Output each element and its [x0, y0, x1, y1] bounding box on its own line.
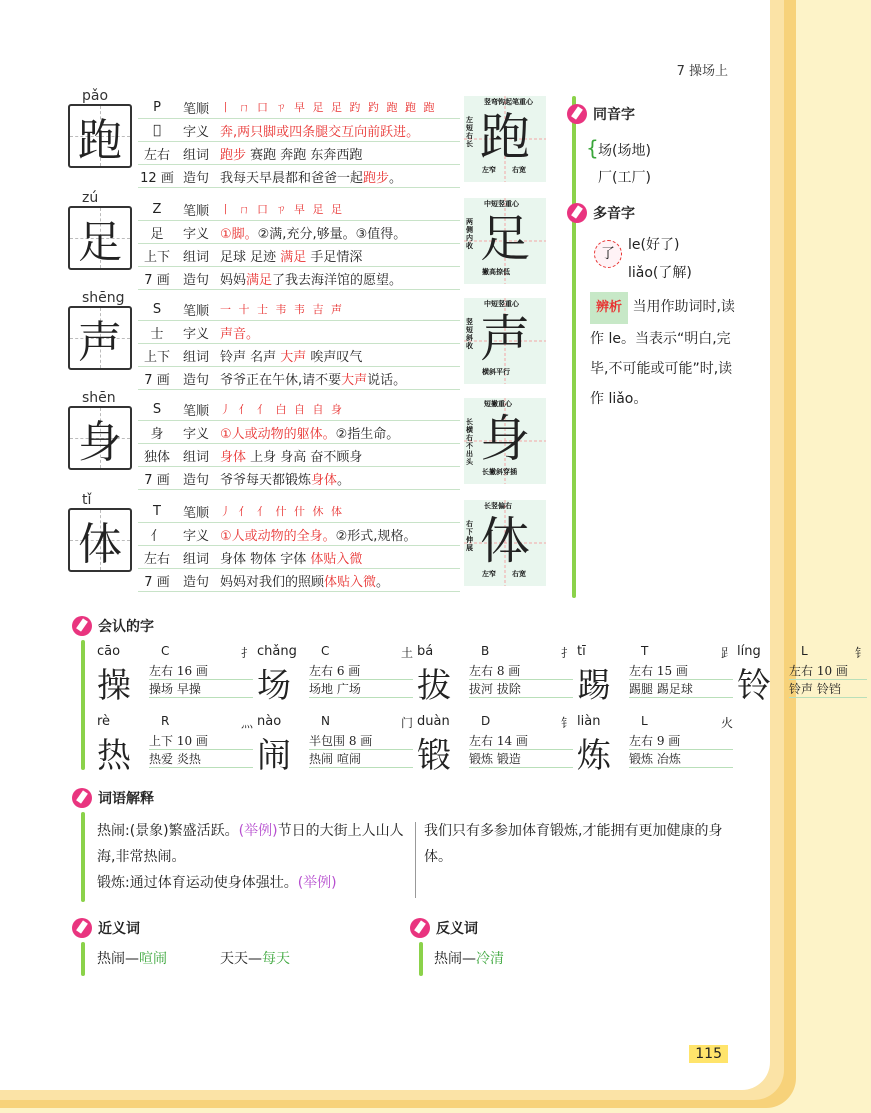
homophone-1: 场(场地) — [598, 143, 651, 159]
analysis-label: 辨析 — [590, 292, 628, 324]
card-pinyin: shēng — [82, 290, 125, 306]
pencil-icon — [72, 616, 92, 636]
writing-hint: 右宽 — [512, 570, 526, 578]
card-row: 7 画 造句 妈妈对我们的照顾体贴入微。 — [138, 569, 460, 592]
writing-hint: 左短右长 — [466, 116, 473, 148]
known-bar — [81, 640, 85, 770]
card-row: 亻 字义 ①人或动物的全身。②形式,规格。 — [138, 523, 460, 546]
card-row: Z 笔顺 丨 ㄇ 口 ㄗ 早 足 足 — [138, 198, 460, 221]
writing-hint: 长横右不出头 — [466, 418, 473, 466]
writing-char: 跑 — [480, 108, 530, 166]
homophone-title: 同音字 — [567, 104, 635, 124]
card-rows — [138, 96, 460, 188]
writing-char: 体 — [480, 512, 530, 570]
words-bar — [81, 812, 85, 902]
known-char: bá 拔 B 扌 左右 8 画 拔河 拔除 — [417, 644, 573, 706]
side-divider — [572, 96, 576, 598]
word-explanation-left — [97, 818, 411, 896]
writing-char: 身 — [480, 410, 530, 468]
poly-char: 了 — [594, 240, 622, 268]
pencil-icon — [72, 918, 92, 938]
card-row: 12 画 造句 我每天早晨都和爸爸一起跑步。 — [138, 165, 460, 188]
card-char: 跑 — [68, 104, 132, 168]
writing-hint: 中短竖重心 — [484, 200, 519, 208]
writing-box — [464, 96, 546, 182]
writing-box — [464, 398, 546, 484]
writing-char: 声 — [480, 310, 530, 368]
chapter-title: 7 操场上 — [676, 64, 728, 79]
card-char: 足 — [68, 206, 132, 270]
antonym-1: 热闹—冷清 — [434, 951, 504, 967]
writing-hint: 横斜平行 — [482, 368, 510, 376]
card-rows — [138, 500, 460, 592]
known-title: 会认的字 — [72, 616, 154, 636]
expl-2: 锻炼:通过体育运动使身体强壮。 — [97, 875, 298, 891]
card-rows — [138, 298, 460, 390]
char-card — [68, 290, 550, 398]
card-row: 左右 组词 跑步 赛跑 奔跑 东奔西跑 — [138, 142, 460, 165]
writing-hint: 左窄 — [482, 570, 496, 578]
known-char: chǎng 场 C 土 左右 6 画 场地 广场 — [257, 644, 413, 706]
card-pinyin: pǎo — [82, 88, 109, 104]
writing-hint: 竖弯钩起笔重心 — [484, 98, 533, 106]
synonym-title: 近义词 — [72, 918, 140, 938]
writing-hint: 长撇斜穿插 — [482, 468, 517, 476]
known-char: líng 铃 L 钅 左右 10 画 铃声 铃铛 — [737, 644, 867, 706]
card-row: 7 画 造句 爷爷正在午休,请不要大声说话。 — [138, 367, 460, 390]
known-char: nào 闹 N 门 半包围 8 画 热闹 喧闹 — [257, 714, 413, 776]
card-row: 士 字义 声音。 — [138, 321, 460, 344]
card-row: 上下 组词 铃声 名声 大声 唉声叹气 — [138, 344, 460, 367]
polyphone-title: 多音字 — [567, 203, 635, 223]
writing-hint: 竖短斜收 — [466, 318, 473, 350]
char-card — [68, 492, 550, 600]
page-number: 115 — [689, 1045, 728, 1063]
poly-reading-2: liǎo(了解) — [628, 265, 692, 281]
card-row: 上下 组词 足球 足迹 满足 手足情深 — [138, 244, 460, 267]
card-row: 7 画 造句 妈妈满足了我去海洋馆的愿望。 — [138, 267, 460, 290]
analysis-text: 当用作助词时,读作 le。当表示“明白,完毕,不可能或可能”时,读作 liǎo。 — [590, 299, 735, 407]
card-pinyin: tǐ — [82, 492, 92, 508]
card-char: 声 — [68, 306, 132, 370]
writing-char: 足 — [480, 210, 530, 268]
writing-hint: 右宽 — [512, 166, 526, 174]
known-char: liàn 炼 L 火 左右 9 画 锻炼 冶炼 — [577, 714, 733, 776]
writing-hint: 中短竖重心 — [484, 300, 519, 308]
synonym-1: 热闹—喧闹 — [97, 951, 167, 967]
writing-box — [464, 500, 546, 586]
analysis — [590, 292, 738, 414]
pencil-icon — [72, 788, 92, 808]
homophone-2: 厂(工厂) — [598, 170, 651, 186]
synonym-2: 天天—每天 — [220, 951, 290, 967]
pencil-icon — [410, 918, 430, 938]
writing-box — [464, 198, 546, 284]
words-title: 词语解释 — [72, 788, 154, 808]
pencil-icon — [567, 203, 587, 223]
known-char: rè 热 R 灬 上下 10 画 热爱 炎热 — [97, 714, 253, 776]
known-char: tī 踢 T 𧾷 左右 15 画 踢腿 踢足球 — [577, 644, 733, 706]
card-row: 左右 组词 身体 物体 字体 体贴入微 — [138, 546, 460, 569]
example-2: (举例) — [297, 875, 337, 891]
card-pinyin: zú — [82, 190, 99, 206]
writing-hint: 撇高捺低 — [482, 268, 510, 276]
card-row: 足 字义 ①脚。②满,充分,够量。③值得。 — [138, 221, 460, 244]
known-char: duàn 锻 D 钅 左右 14 画 锻炼 锻造 — [417, 714, 573, 776]
writing-hint: 短撇重心 — [484, 400, 512, 408]
card-char: 身 — [68, 406, 132, 470]
card-row: 𠯁 字义 奔,两只脚或四条腿交互向前跃进。 — [138, 119, 460, 142]
writing-hint: 左窄 — [482, 166, 496, 174]
card-pinyin: shēn — [82, 390, 116, 406]
expl-1: 热闹:(景象)繁盛活跃。 — [97, 823, 239, 839]
example-1: (举例) — [238, 823, 278, 839]
writing-hint: 两侧内收 — [466, 218, 473, 250]
brace: { — [586, 136, 599, 160]
writing-hint: 右下伸展 — [466, 520, 473, 552]
card-rows — [138, 198, 460, 290]
card-row: T 笔顺 丿 亻 亻 什 什 休 体 — [138, 500, 460, 523]
card-row: 独体 组词 身体 上身 身高 奋不顾身 — [138, 444, 460, 467]
writing-hint: 长竖偏右 — [484, 502, 512, 510]
expl-1b: 节日的大街上人山人海,非常热闹。 — [97, 823, 404, 865]
char-card — [68, 190, 550, 298]
pencil-icon — [567, 104, 587, 124]
card-row: 7 画 造句 爷爷每天都锻炼身体。 — [138, 467, 460, 490]
ant-bar — [419, 942, 423, 976]
known-char: cāo 操 C 扌 左右 16 画 操场 早操 — [97, 644, 253, 706]
char-card — [68, 88, 550, 196]
word-explanation-right: 我们只有多参加体育锻炼,才能拥有更加健康的身体。 — [424, 823, 723, 865]
card-row: S 笔顺 一 十 士 韦 韦 吉 声 — [138, 298, 460, 321]
writing-box — [464, 298, 546, 384]
antonym-title: 反义词 — [410, 918, 478, 938]
poly-reading-1: le(好了) — [628, 237, 680, 253]
card-char: 体 — [68, 508, 132, 572]
card-rows — [138, 398, 460, 490]
syn-bar — [81, 942, 85, 976]
char-card — [68, 390, 550, 498]
card-row: 身 字义 ①人或动物的躯体。②指生命。 — [138, 421, 460, 444]
words-divider — [415, 822, 416, 898]
card-row: P 笔顺 丨 ㄇ 口 ㄗ 早 足 足 趵 趵 跑 跑 跑 — [138, 96, 460, 119]
card-row: S 笔顺 丿 亻 亻 白 自 自 身 — [138, 398, 460, 421]
